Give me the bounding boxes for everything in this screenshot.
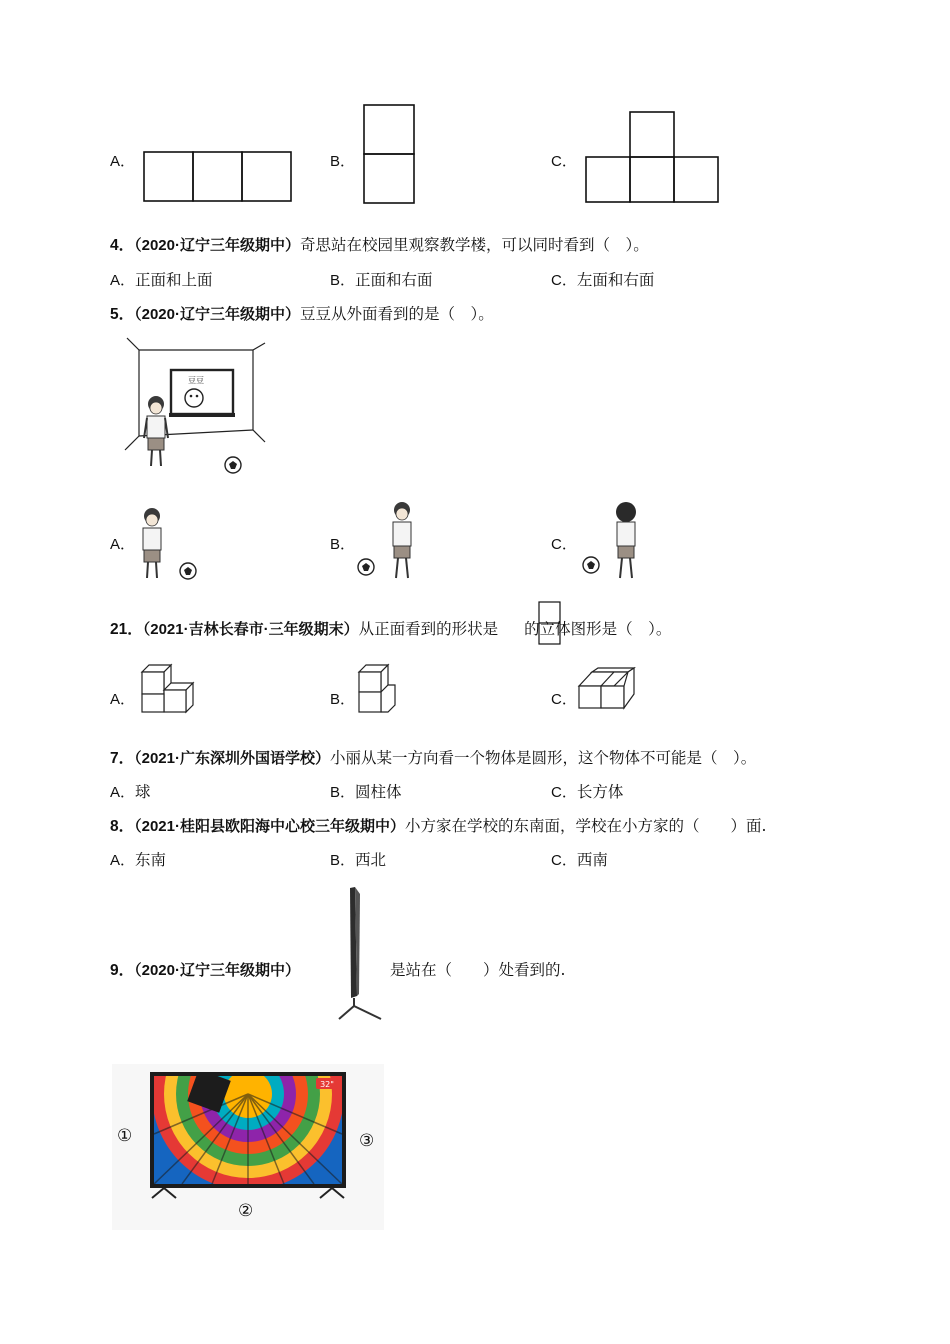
question-4 xyxy=(110,233,649,255)
question-number: 9． xyxy=(110,962,135,979)
question-21 xyxy=(110,617,671,639)
q5-option-b-label: B． xyxy=(330,536,356,553)
tv-side-view-figure xyxy=(336,886,386,1022)
q21-option-a-label: A． xyxy=(110,691,136,708)
option-a-label: A． xyxy=(110,153,136,170)
question-5 xyxy=(110,302,494,324)
cube-solid-a-figure xyxy=(141,662,203,716)
position-3-marker: ③ xyxy=(359,1131,375,1151)
q5-option-c-label: C． xyxy=(551,536,577,553)
question-text-before: 从正面看到的形状是 xyxy=(358,620,499,638)
tv-size-badge: 32" xyxy=(320,1080,334,1089)
question-number: 21． xyxy=(110,621,143,638)
boy-left-ball-right-figure xyxy=(138,506,200,584)
q8-option-c: C．西南 xyxy=(551,851,608,869)
question-9-text: 是站在（ ）处看到的. xyxy=(390,961,566,979)
question-source: （2021·桂阳县欧阳海中心校三年级期中） xyxy=(134,818,405,835)
q8-option-b: B．西北 xyxy=(330,851,387,869)
t-shape-squares-figure xyxy=(585,111,721,205)
question-text: 小方家在学校的东南面，学校在小方家的（ ）面. xyxy=(405,817,767,835)
ball-left-boy-right-figure xyxy=(355,500,417,582)
question-9-prefix xyxy=(110,958,300,980)
question-number: 8． xyxy=(110,818,135,835)
question-source: （2020·辽宁三年级期中） xyxy=(134,306,300,323)
option-b-label: B． xyxy=(330,153,356,170)
q4-option-c: C．左面和右面 xyxy=(551,271,655,289)
q4-option-a: A．正面和上面 xyxy=(110,271,213,289)
question-text: 豆豆从外面看到的是（ ）。 xyxy=(300,305,494,323)
window-sign-text: 豆豆 xyxy=(188,376,204,385)
question-source: （2020·辽宁三年级期中） xyxy=(134,237,300,254)
position-1-marker: ① xyxy=(117,1126,133,1146)
ball-left-boy-back-figure xyxy=(580,500,642,582)
q4-option-b: B．正面和右面 xyxy=(330,271,433,289)
two-squares-stack-figure xyxy=(363,104,417,206)
q21-option-b-label: B． xyxy=(330,691,356,708)
q21-option-c-label: C． xyxy=(551,691,577,708)
q5-option-a-label: A． xyxy=(110,536,136,553)
question-source: （2020·辽宁三年级期中） xyxy=(134,962,300,979)
front-view-shape-figure xyxy=(538,601,562,647)
question-number: 4． xyxy=(110,237,135,254)
question-8 xyxy=(110,814,766,836)
question-text: 小丽从某一方向看一个物体是圆形，这个物体不可能是（ ）。 xyxy=(330,749,757,767)
q7-option-b: B．圆柱体 xyxy=(330,783,402,801)
question-text: 奇思站在校园里观察教学楼，可以同时看到（ ）。 xyxy=(300,236,649,254)
q7-option-c: C．长方体 xyxy=(551,783,624,801)
option-c-label: C． xyxy=(551,153,577,170)
cube-solid-c-figure xyxy=(578,668,640,712)
q7-option-a: A．球 xyxy=(110,783,151,801)
q8-option-a: A．东南 xyxy=(110,851,167,869)
room-scene-illustration xyxy=(125,338,270,478)
question-source: （2021·广东深圳外国语学校） xyxy=(134,750,330,767)
question-text-after: 的立体图形是（ ）。 xyxy=(524,620,672,638)
question-7 xyxy=(110,746,756,768)
cube-solid-b-figure xyxy=(358,662,400,716)
position-2-marker: ② xyxy=(238,1201,254,1221)
question-number: 5． xyxy=(110,306,135,323)
question-source: （2021·吉林长春市·三年级期末） xyxy=(142,621,359,638)
question-number: 7． xyxy=(110,750,135,767)
three-squares-row-figure xyxy=(143,151,293,203)
